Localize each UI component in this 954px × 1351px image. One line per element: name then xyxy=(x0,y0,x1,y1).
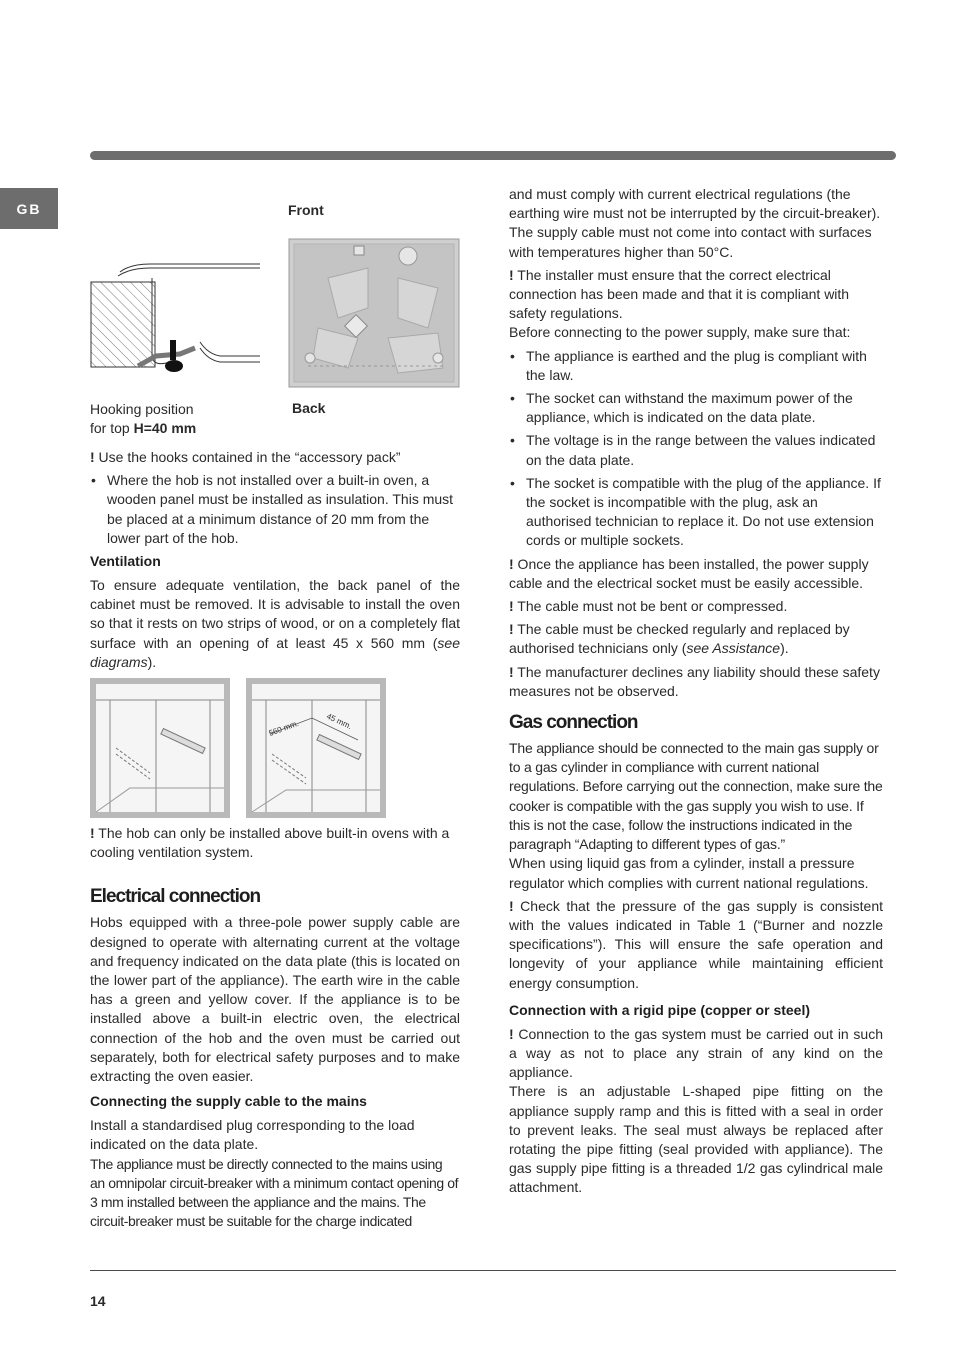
manufacturer-note xyxy=(509,663,883,701)
electrical-heading: Electrical connection xyxy=(90,886,261,908)
warning-mark: ! xyxy=(509,266,514,283)
checked-note xyxy=(509,620,883,658)
right-column xyxy=(509,185,883,1202)
panel-bullet-list xyxy=(90,471,460,548)
see-diagrams-ref: see diagrams xyxy=(90,634,460,670)
hooking-caption xyxy=(90,400,196,438)
bent-note xyxy=(509,597,883,616)
hob-hook-figure xyxy=(90,190,460,448)
hook-cross-section-diagram xyxy=(90,262,265,382)
check-bullet-list xyxy=(509,347,883,551)
checked-note-end: ). xyxy=(780,640,789,657)
accessible-note-text: Once the appliance has been installed, the power supply cable and the electrical socket must be easily accessible. xyxy=(509,555,869,591)
list-item: • Where the hob is not installed over a built-in oven, a wooden panel must be installed as insulation. This must be placed at a minimum distance of 20 mm from the lower part of the hob. xyxy=(90,471,460,548)
list-item: • The voltage is in the range between the values indicated on the data plate. xyxy=(509,431,883,469)
manufacturer-note-text: The manufacturer declines any liability should these safety measures not be observed. xyxy=(509,663,880,699)
warning-mark: ! xyxy=(509,663,514,680)
hooking-caption-line1: Hooking position xyxy=(90,401,194,417)
rigid-pipe-heading: Connection with a rigid pipe (copper or steel) xyxy=(509,1001,811,1018)
accessory-note xyxy=(90,448,460,467)
warning-mark: ! xyxy=(509,598,514,615)
installer-note xyxy=(509,266,883,324)
checked-note-text: The cable must be checked regularly and replaced by authorised technicians only ( xyxy=(509,621,850,657)
ventilation-body: To ensure adequate ventilation, the back panel of the cabinet must be removed. It is advisable to install the oven so that it rests on two strips of wood, or on a completely flat surface with an opening of at least 45 x 560 mm ( xyxy=(90,577,460,651)
list-item: • The socket is compatible with the plug of the appliance. If the socket is incompatible with the plug, ask an authorised technician to replace it. Do not use extension cords or multiple sockets. xyxy=(509,474,883,551)
list-item: • The socket can withstand the maximum power of the appliance, which is indicated on the data plate. xyxy=(509,389,883,427)
gas-text-2: When using liquid gas from a cylinder, install a pressure regulator which complies with current national regulations. xyxy=(509,855,869,891)
accessible-note xyxy=(509,555,883,593)
page-number: 14 xyxy=(90,1293,106,1309)
warning-mark: ! xyxy=(90,449,95,465)
hooking-prefix: for top xyxy=(90,420,134,437)
installer-note-text: The installer must ensure that the correct electrical connection has been made and that it is compliant with safety regulations. xyxy=(509,266,850,322)
continued-text: and must comply with current electrical regulations (the earthing wire must not be interrupted by the circuit-breaker). The supply cable must not come into contact with surfaces with temperatures higher than 50°C. xyxy=(509,186,881,260)
language-tab-label: GB xyxy=(16,200,42,217)
left-column xyxy=(90,190,460,1235)
ventilation-diagram-1 xyxy=(90,678,230,818)
language-tab xyxy=(0,188,58,229)
supply-heading: Connecting the supply cable to the mains xyxy=(90,1093,367,1110)
warning-mark: ! xyxy=(509,555,514,572)
ventilation-diagram-2 xyxy=(246,678,386,818)
front-label: Front xyxy=(288,202,324,218)
hooking-value: H=40 mm xyxy=(133,420,197,437)
supply-text-2: The appliance must be directly connected to the mains using an omnipolar circuit-breaker with a minimum contact opening of 3 mm installed between the appliance and the mains. The circuit-breaker must be suitable for the charge indicated xyxy=(90,1155,459,1230)
see-assistance-ref: see Assistance xyxy=(686,640,781,657)
bent-note-text: The cable must not be bent or compressed. xyxy=(513,598,788,615)
gas-text-1: The appliance should be connected to the main gas supply or to a gas cylinder in compliance with current national regulations. Before carrying out the connection, make sure the cooker is compatible with the gas supply you wish to use. If this is not the case, follow the instructions indicated in the paragraph “Adapting to different types of gas.” xyxy=(509,740,883,853)
warning-mark: ! xyxy=(509,621,514,638)
top-rule xyxy=(90,151,896,160)
rigid-note-text: Connection to the gas system must be carried out in such a way as not to place any strain of any kind on the appliance. xyxy=(509,1025,883,1081)
vent-note-text: The hob can only be installed above built-in ovens with a cooling ventilation system. xyxy=(90,825,450,861)
hob-underside-plate-diagram xyxy=(288,238,460,388)
rigid-note xyxy=(509,1025,883,1083)
ventilation-diagrams xyxy=(90,678,460,820)
warning-mark: ! xyxy=(90,825,95,842)
rigid-text: There is an adjustable L-shaped pipe fitting on the appliance supply ramp and this is fitted with a seal in order to prevent leaks. The seal must always be replaced after rotating the pipe fitting (seal provided with appliance). The gas supply pipe fitting is a threaded 1/2 gas cylindrical male attachment. xyxy=(509,1083,883,1196)
back-label: Back xyxy=(292,400,326,416)
ventilation-end: ). xyxy=(147,653,157,670)
footer-rule xyxy=(90,1270,896,1271)
vent-label-560: 560 mm. xyxy=(267,718,300,738)
gas-pressure-note xyxy=(509,897,883,993)
accessory-note-text: Use the hooks contained in the “accessory pack” xyxy=(94,449,401,465)
vent-label-45: 45 mm. xyxy=(325,711,354,732)
electrical-text: Hobs equipped with a three-pole power supply cable are designed to operate with alternating current at the voltage and frequency indicated on the data plate (this is located on the lower part of the appliance). The earth wire in the cable has a green and yellow cover. If the appliance is to be installed above a built-in electric oven, the electrical connection of the hob and the oven must be carried out separately, both for electrical safety purposes and to make extracting the oven easier. xyxy=(90,914,460,1085)
hooking-caption-line2 xyxy=(90,419,196,438)
warning-mark: ! xyxy=(509,1025,514,1042)
supply-text-1: Install a standardised plug corresponding to the load indicated on the data plate. xyxy=(90,1117,415,1153)
warning-mark: ! xyxy=(509,897,514,914)
ventilation-text xyxy=(90,576,460,672)
gas-heading: Gas connection xyxy=(509,712,638,734)
ventilation-heading: Ventilation xyxy=(90,553,161,570)
ventilation-note xyxy=(90,824,460,862)
list-item: • The appliance is earthed and the plug is compliant with the law. xyxy=(509,347,883,385)
gas-note-text: Check that the pressure of the gas supply is consistent with the values indicated in Table 1 (“Burner and nozzle specifications”). This will ensure the safe operation and longevity of your appliance while maintaining efficient energy consumption. xyxy=(509,897,883,991)
before-text: Before connecting to the power supply, make sure that: xyxy=(509,324,851,341)
